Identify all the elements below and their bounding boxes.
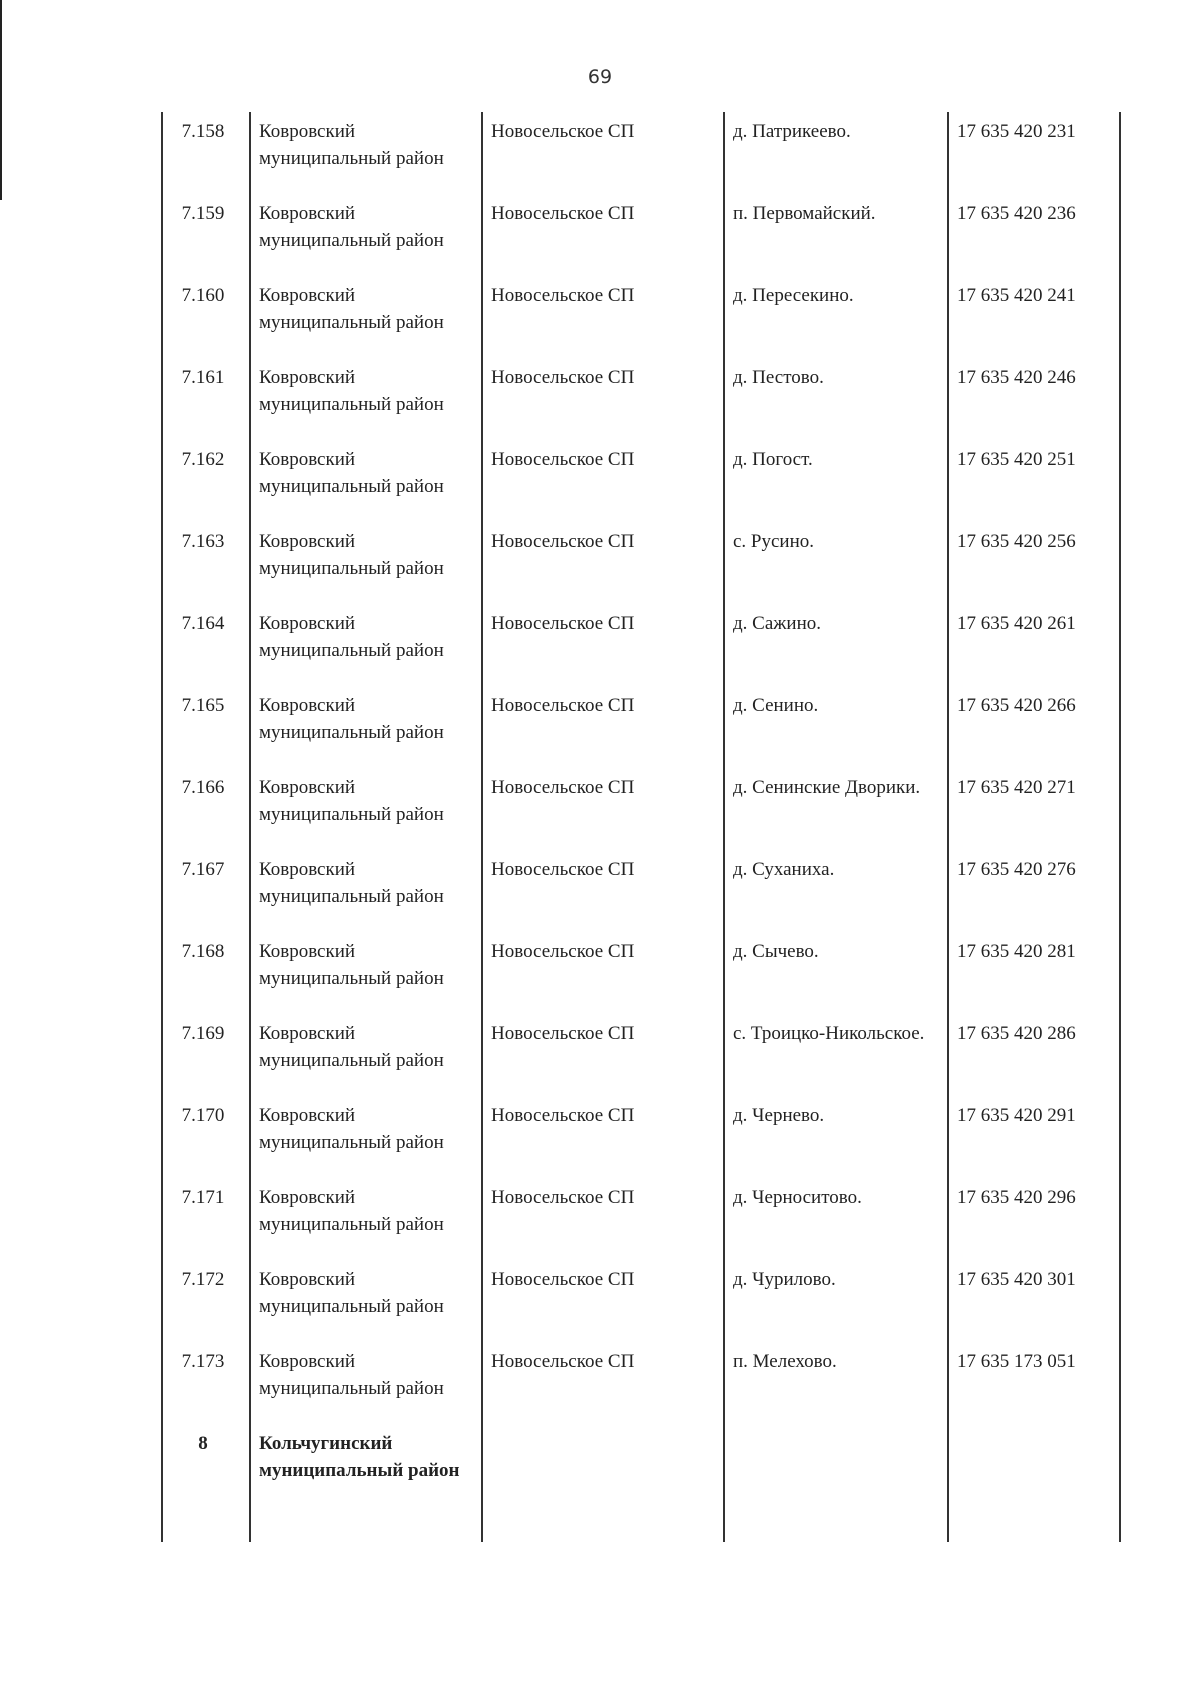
oktmo-code: 17 635 420 261 <box>957 613 1076 634</box>
page-number: 69 <box>587 66 613 88</box>
settlement-name: Новосельское СП <box>491 531 635 552</box>
table-row <box>161 768 1121 850</box>
district-name: Ковровский муниципальный район <box>259 941 444 989</box>
row-number: 7.172 <box>181 1269 225 1290</box>
district-name: Ковровский муниципальный район <box>259 1187 444 1235</box>
district-name: Ковровский муниципальный район <box>259 1351 444 1399</box>
oktmo-code: 17 635 420 266 <box>957 695 1076 716</box>
locality-name: д. Патрикеево. <box>733 121 851 142</box>
settlement-name: Новосельское СП <box>491 367 635 388</box>
row-number: 7.169 <box>181 1023 225 1044</box>
row-number: 7.162 <box>181 449 225 470</box>
settlement-name: Новосельское СП <box>491 777 635 798</box>
locality-name: д. Суханиха. <box>733 859 835 880</box>
district-name: Ковровский муниципальный район <box>259 449 444 497</box>
locality-name: д. Сычево. <box>733 941 819 962</box>
row-number: 7.161 <box>181 367 225 388</box>
oktmo-code: 17 635 420 271 <box>957 777 1076 798</box>
settlement-name: Новосельское СП <box>491 695 635 716</box>
table-row <box>161 276 1121 358</box>
locality-name: д. Пестово. <box>733 367 824 388</box>
settlement-name: Новосельское СП <box>491 1351 635 1372</box>
district-name: Ковровский муниципальный район <box>259 1023 444 1071</box>
table-row <box>161 1342 1121 1424</box>
settlement-name: Новосельское СП <box>491 121 635 142</box>
row-number: 7.170 <box>181 1105 225 1126</box>
locality-name: п. Мелехово. <box>733 1351 837 1372</box>
table-row <box>161 194 1121 276</box>
oktmo-code: 17 635 420 246 <box>957 367 1076 388</box>
settlement-name: Новосельское СП <box>491 285 635 306</box>
table-row <box>161 1260 1121 1342</box>
row-number: 7.168 <box>181 941 225 962</box>
table-row <box>161 1178 1121 1260</box>
district-name: Ковровский муниципальный район <box>259 859 444 907</box>
oktmo-code: 17 635 420 236 <box>957 203 1076 224</box>
locality-name: с. Троицко-Никольское. <box>733 1023 925 1044</box>
district-name: Ковровский муниципальный район <box>259 777 444 825</box>
locality-name: п. Первомайский. <box>733 203 876 224</box>
settlement-name: Новосельское СП <box>491 859 635 880</box>
oktmo-code: 17 635 420 231 <box>957 121 1076 142</box>
section-number: 8 <box>198 1433 208 1454</box>
table-row <box>161 358 1121 440</box>
scan-edge-line <box>0 0 2 200</box>
district-name: Ковровский муниципальный район <box>259 613 444 661</box>
locality-name: д. Сенино. <box>733 695 819 716</box>
oktmo-code: 17 635 420 281 <box>957 941 1076 962</box>
locality-name: с. Русино. <box>733 531 815 552</box>
locality-name: д. Пересекино. <box>733 285 854 306</box>
oktmo-code: 17 635 420 251 <box>957 449 1076 470</box>
locality-name: д. Сенинские Дворики. <box>733 777 921 798</box>
locality-name: д. Погост. <box>733 449 813 470</box>
table-row <box>161 522 1121 604</box>
district-name: Ковровский муниципальный район <box>259 531 444 579</box>
district-name: Ковровский муниципальный район <box>259 1269 444 1317</box>
oktmo-code: 17 635 420 276 <box>957 859 1076 880</box>
district-name: Ковровский муниципальный район <box>259 1105 444 1153</box>
row-number: 7.173 <box>181 1351 225 1372</box>
table-row <box>161 850 1121 932</box>
settlement-name: Новосельское СП <box>491 1269 635 1290</box>
locality-name: д. Чурилово. <box>733 1269 836 1290</box>
row-number: 7.159 <box>181 203 225 224</box>
district-name: Ковровский муниципальный район <box>259 285 444 333</box>
row-number: 7.165 <box>181 695 225 716</box>
district-name: Ковровский муниципальный район <box>259 121 444 169</box>
locality-name: д. Сажино. <box>733 613 821 634</box>
table-row <box>161 1014 1121 1096</box>
settlement-name: Новосельское СП <box>491 1187 635 1208</box>
district-name: Ковровский муниципальный район <box>259 367 444 415</box>
table-row <box>161 1096 1121 1178</box>
oktmo-code: 17 635 420 256 <box>957 531 1076 552</box>
row-number: 7.158 <box>181 121 225 142</box>
oktmo-code: 17 635 420 296 <box>957 1187 1076 1208</box>
settlement-name: Новосельское СП <box>491 449 635 470</box>
district-name: Ковровский муниципальный район <box>259 695 444 743</box>
oktmo-code: 17 635 173 051 <box>957 1351 1076 1372</box>
row-number: 7.164 <box>181 613 225 634</box>
oktmo-code: 17 635 420 301 <box>957 1269 1076 1290</box>
settlement-name: Новосельское СП <box>491 941 635 962</box>
settlement-name: Новосельское СП <box>491 613 635 634</box>
district-name: Ковровский муниципальный район <box>259 203 444 251</box>
table-row <box>161 112 1121 194</box>
oktmo-code: 17 635 420 291 <box>957 1105 1076 1126</box>
table-row <box>161 686 1121 768</box>
row-number: 7.171 <box>181 1187 225 1208</box>
table-row <box>161 932 1121 1014</box>
settlement-name: Новосельское СП <box>491 1023 635 1044</box>
row-number: 7.163 <box>181 531 225 552</box>
row-number: 7.167 <box>181 859 225 880</box>
table-row-section <box>161 1424 1121 1524</box>
section-district-name: Кольчугинский муниципальный район <box>259 1433 460 1481</box>
row-number: 7.166 <box>181 777 225 798</box>
locality-name: д. Черноситово. <box>733 1187 862 1208</box>
table-row <box>161 440 1121 522</box>
table-row <box>161 604 1121 686</box>
settlement-name: Новосельское СП <box>491 1105 635 1126</box>
oktmo-code: 17 635 420 286 <box>957 1023 1076 1044</box>
settlement-name: Новосельское СП <box>491 203 635 224</box>
oktmo-code: 17 635 420 241 <box>957 285 1076 306</box>
locality-name: д. Чернево. <box>733 1105 825 1126</box>
row-number: 7.160 <box>181 285 225 306</box>
